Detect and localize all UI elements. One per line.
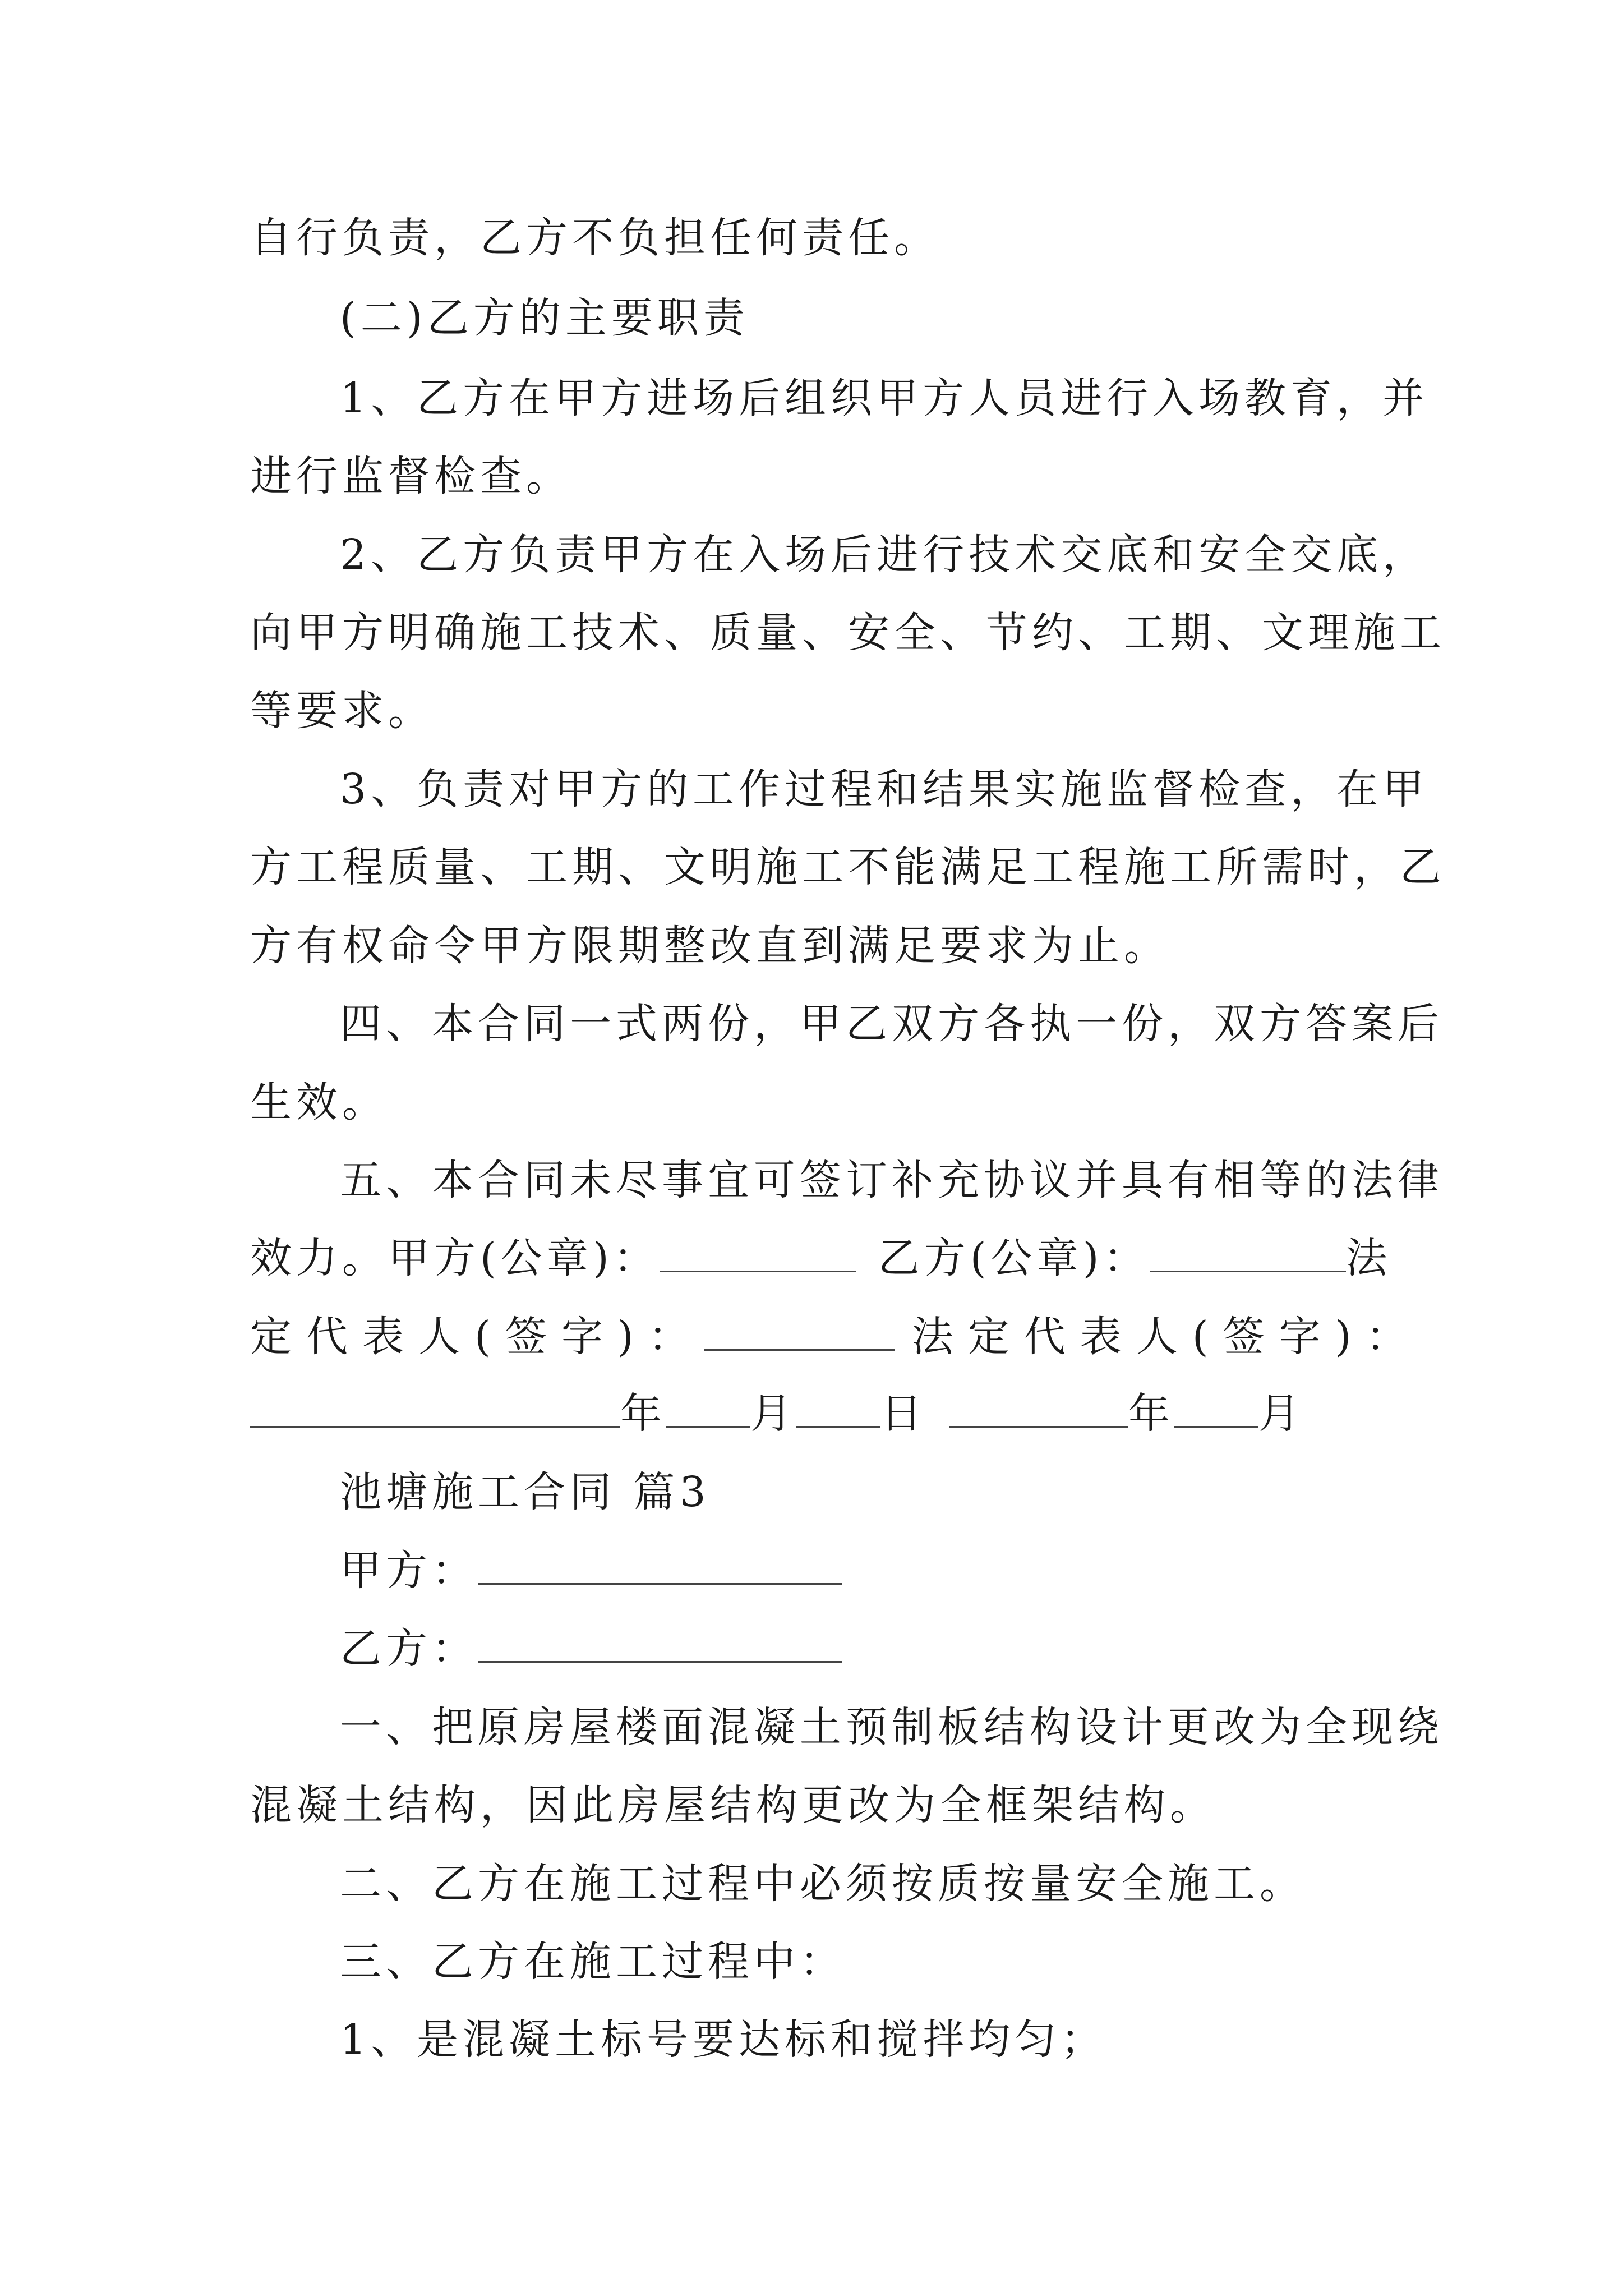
paragraph-line: 混凝土结构，因此房屋结构更改为全框架结构。	[250, 1781, 1216, 1829]
month-blank	[666, 1392, 750, 1428]
year-label: 年	[620, 1389, 666, 1438]
paragraph-line: 三、乙方在施工过程中：	[340, 1938, 846, 1986]
paragraph-line: 向甲方明确施工技术、质量、安全、节约、工期、文理施工	[250, 609, 1446, 657]
party-a-rep-label: 定代表人(签字)：	[250, 1313, 704, 1361]
paragraph-line: 生效。	[250, 1078, 388, 1126]
signature-row-representative	[250, 1309, 1422, 1365]
section-heading: (二)乙方的主要职责	[340, 294, 749, 342]
party-a-row	[340, 1543, 842, 1599]
party-a-seal-label: 效力。甲方(公章)：	[250, 1234, 660, 1282]
party-b-blank	[478, 1627, 842, 1663]
party-b-row	[340, 1621, 842, 1677]
party-a-rep-blank	[704, 1315, 895, 1351]
paragraph-line: 2、乙方负责甲方在入场后进行技术交底和安全交底，	[340, 531, 1429, 579]
party-b-rep-label: 法定代表人(签字)：	[911, 1313, 1422, 1361]
paragraph-line: 等要求。	[250, 687, 434, 735]
date-row	[250, 1386, 1304, 1442]
paragraph-line: 自行负责，乙方不负担任何责任。	[250, 214, 940, 262]
party-b-label: 乙方：	[340, 1625, 478, 1673]
year-label-2: 年	[1128, 1389, 1174, 1438]
day-label: 日	[880, 1389, 926, 1438]
party-b-seal-blank	[1150, 1237, 1346, 1272]
date-blank-2	[949, 1392, 1128, 1428]
date-blank	[250, 1392, 620, 1428]
month-blank-2	[1174, 1392, 1258, 1428]
paragraph-line: 1、乙方在甲方进场后组织甲方人员进行入场教育，并	[340, 374, 1429, 422]
party-a-blank	[478, 1549, 842, 1585]
paragraph-line: 3、负责对甲方的工作过程和结果实施监督检查，在甲	[340, 765, 1429, 813]
paragraph-line: 1、是混凝土标号要达标和搅拌均匀；	[340, 2016, 1107, 2064]
paragraph-line: 方有权命令甲方限期整改直到满足要求为止。	[250, 922, 1170, 970]
paragraph-line: 方工程质量、工期、文明施工不能满足工程施工所需时，乙	[250, 843, 1446, 891]
signature-row-seal	[250, 1230, 1392, 1286]
paragraph-line: 一、把原房屋楼面混凝土预制板结构设计更改为全现绕	[340, 1703, 1444, 1751]
day-blank	[796, 1392, 880, 1428]
paragraph-line: 四、本合同一式两份，甲乙双方各执一份，双方答案后	[340, 1000, 1444, 1048]
paragraph-line: 五、本合同未尽事宜可签订补充协议并具有相等的法律	[340, 1156, 1444, 1204]
party-a-seal-blank	[660, 1237, 856, 1272]
month-label: 月	[750, 1389, 796, 1438]
paragraph-line: 二、乙方在施工过程中必须按质按量安全施工。	[340, 1860, 1306, 1908]
party-a-label: 甲方：	[340, 1547, 478, 1595]
line-end-char: 法	[1345, 1234, 1392, 1282]
month-label-2: 月	[1258, 1389, 1304, 1438]
party-b-seal-label: 乙方(公章)：	[878, 1234, 1150, 1282]
section-title: 池塘施工合同 篇3	[340, 1468, 711, 1516]
paragraph-line: 进行监督检查。	[250, 452, 572, 500]
